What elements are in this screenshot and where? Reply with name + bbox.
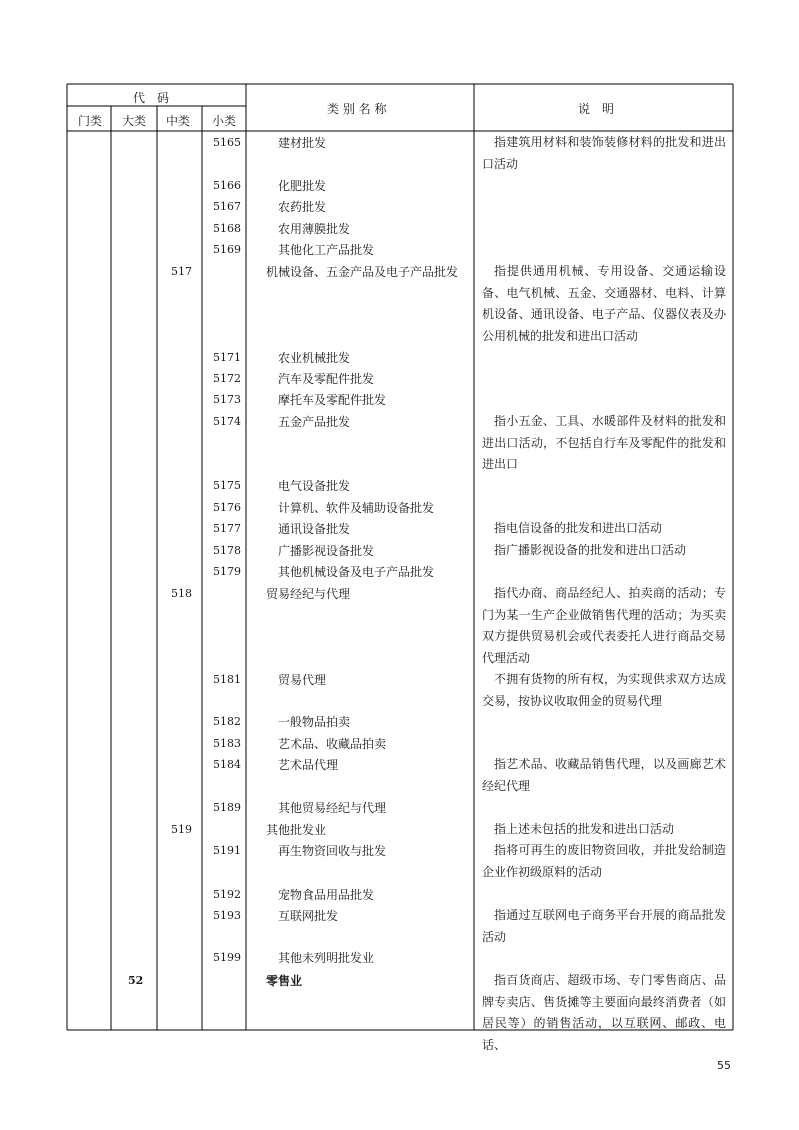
code-zhong-lei: 517 — [171, 265, 192, 278]
category-description: 指代办商、商品经纪人、拍卖商的活动；专门为某一生产企业做销售代理的活动；为买卖双方提供贸易机会或代表委托人进行商品交易代理活动 — [482, 586, 726, 665]
code-xiao-lei: 5174 — [213, 415, 241, 428]
category-description: 指上述未包括的批发和进出口活动 — [494, 822, 675, 836]
category-name: 其他机械设备及电子产品批发 — [278, 565, 435, 579]
code-xiao-lei: 5171 — [213, 351, 241, 364]
code-xiao-lei: 5184 — [213, 758, 241, 771]
code-xiao-lei: 5182 — [213, 715, 241, 728]
code-xiao-lei: 5192 — [213, 888, 241, 901]
category-name: 五金产品批发 — [278, 415, 351, 429]
category-name: 其他贸易经纪与代理 — [278, 801, 387, 815]
category-name: 建材批发 — [278, 136, 327, 150]
header-xiao-lei: 小类 — [212, 114, 237, 128]
code-xiao-lei: 5175 — [213, 479, 241, 492]
category-name: 其他化工产品批发 — [278, 243, 375, 257]
category-name: 通讯设备批发 — [278, 522, 351, 536]
category-name: 互联网批发 — [278, 909, 339, 923]
category-name: 再生物资回收与批发 — [278, 844, 387, 858]
header-code-label: 代 码 — [133, 91, 170, 105]
category-description: 指艺术品、收藏品销售代理，以及画廊艺术经纪代理 — [482, 757, 726, 793]
code-xiao-lei: 5172 — [213, 372, 241, 385]
category-name: 其他批发业 — [266, 823, 327, 837]
code-xiao-lei: 5177 — [213, 522, 241, 535]
code-xiao-lei: 5183 — [213, 737, 241, 750]
header-da-lei: 大类 — [122, 114, 147, 128]
category-name: 艺术品、收藏品拍卖 — [278, 737, 387, 751]
header-description: 说 明 — [578, 102, 615, 116]
category-name: 宠物食品用品批发 — [278, 888, 375, 902]
category-name: 零售业 — [266, 974, 303, 988]
header-category-name: 类 别 名 称 — [327, 102, 387, 116]
category-description: 指电信设备的批发和进出口活动 — [494, 521, 663, 535]
page-number: 55 — [717, 1059, 731, 1072]
code-xiao-lei: 5176 — [213, 501, 241, 514]
code-xiao-lei: 5169 — [213, 243, 241, 256]
code-xiao-lei: 5165 — [213, 136, 241, 149]
category-name: 化肥批发 — [278, 179, 327, 193]
header-men-lei: 门类 — [78, 114, 103, 128]
category-name: 农药批发 — [278, 200, 327, 214]
category-name: 计算机、软件及辅助设备批发 — [278, 501, 435, 515]
code-xiao-lei: 5168 — [213, 222, 241, 235]
category-name: 广播影视设备批发 — [278, 544, 375, 558]
category-name: 机械设备、五金产品及电子产品批发 — [266, 265, 459, 279]
code-xiao-lei: 5166 — [213, 179, 241, 192]
category-name: 摩托车及零配件批发 — [278, 393, 387, 407]
code-xiao-lei: 5178 — [213, 544, 241, 557]
category-name: 贸易代理 — [278, 673, 327, 687]
category-description: 指提供通用机械、专用设备、交通运输设备、电气机械、五金、交通器材、电料、计算机设备、通讯设备、电子产品、仪器仪表及办公用机械的批发和进出口活动 — [482, 264, 726, 343]
category-description: 指将可再生的废旧物资回收，并批发给制造企业作初级原料的活动 — [482, 843, 726, 879]
category-name: 农业机械批发 — [278, 351, 351, 365]
category-name: 艺术品代理 — [278, 758, 339, 772]
category-description: 指广播影视设备的批发和进出口活动 — [494, 543, 687, 557]
category-description: 不拥有货物的所有权，为实现供求双方达成交易，按协议收取佣金的贸易代理 — [482, 672, 726, 708]
category-name: 其他未列明批发业 — [278, 951, 375, 965]
category-description: 指百货商店、超级市场、专门零售商店、品牌专卖店、售货摊等主要面向最终消费者（如居民等）的销售活动，以互联网、邮政、电话、 — [482, 973, 726, 1052]
category-description: 指建筑用材料和装饰装修材料的批发和进出口活动 — [482, 135, 726, 171]
category-name: 电气设备批发 — [278, 479, 351, 493]
code-zhong-lei: 518 — [171, 587, 192, 600]
category-name: 汽车及零配件批发 — [278, 372, 375, 386]
category-name: 农用薄膜批发 — [278, 222, 351, 236]
code-xiao-lei: 5173 — [213, 393, 241, 406]
category-description: 指通过互联网电子商务平台开展的商品批发活动 — [482, 908, 726, 944]
category-description: 指小五金、工具、水暖部件及材料的批发和进出口活动，不包括自行车及零配件的批发和进出口 — [482, 414, 726, 471]
category-name: 贸易经纪与代理 — [266, 587, 351, 601]
code-xiao-lei: 5189 — [213, 801, 241, 814]
code-xiao-lei: 5199 — [213, 951, 241, 964]
code-da-lei: 52 — [128, 974, 144, 987]
code-xiao-lei: 5181 — [213, 673, 241, 686]
code-xiao-lei: 5167 — [213, 200, 241, 213]
code-xiao-lei: 5179 — [213, 565, 241, 578]
code-xiao-lei: 5193 — [213, 909, 241, 922]
code-xiao-lei: 5191 — [213, 844, 241, 857]
header-zhong-lei: 中类 — [166, 114, 191, 128]
code-zhong-lei: 519 — [171, 823, 192, 836]
category-name: 一般物品拍卖 — [278, 715, 351, 729]
